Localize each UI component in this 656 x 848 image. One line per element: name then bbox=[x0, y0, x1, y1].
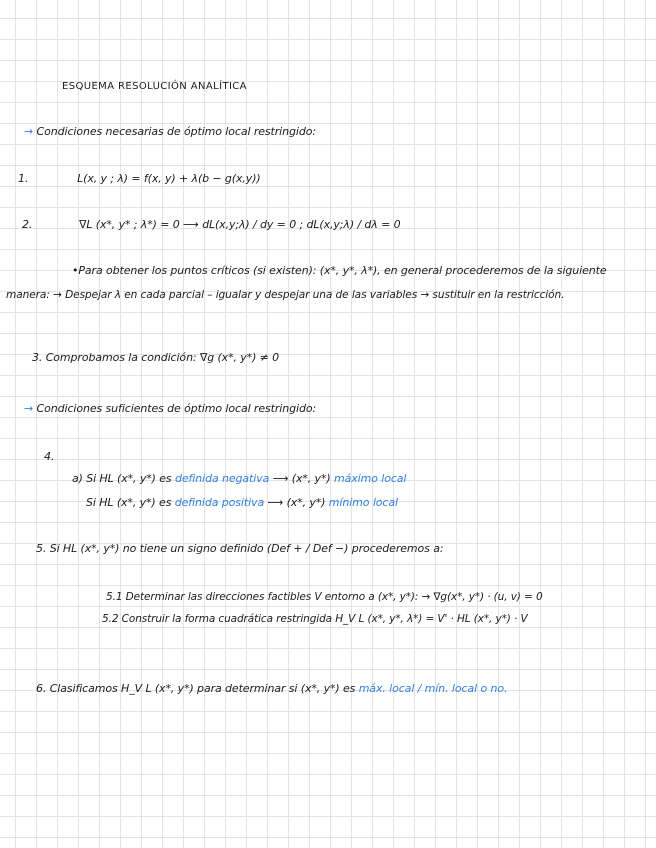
step-4a-negative-definite bbox=[72, 472, 406, 486]
sufficient-conditions-heading bbox=[24, 402, 316, 416]
negative-definite-label: definida negativa bbox=[174, 472, 270, 485]
lagrangian-formula: L(x, y ; λ) = f(x, y) + λ(b − g(x,y)) bbox=[77, 172, 261, 185]
step-6-text: 6. Clasificamos H_V L (x*, y*) para determinar si (x*, y*) es bbox=[36, 682, 356, 695]
local-maximum-label: máximo local bbox=[333, 472, 407, 485]
critical-points-note-line-1: •Para obtener los puntos críticos (si existen): (x*, y*, λ*), en general procederemos de la siguiente bbox=[72, 264, 607, 277]
step-4b-positive-definite bbox=[86, 496, 398, 510]
step-2-number: 2. bbox=[22, 218, 33, 231]
step-5-2-quadratic-form: 5.2 Construir la forma cuadrática restringida H_V L (x*, y*, λ*) = V' · HL (x*, y*) · V bbox=[102, 613, 528, 625]
necessary-conditions-heading bbox=[24, 125, 316, 139]
sufficient-conditions-text: Condiciones suficientes de óptimo local restringido: bbox=[36, 402, 317, 415]
step-1-lagrangian bbox=[18, 172, 261, 186]
page-title: ESQUEMA RESOLUCIÓN ANALÍTICA bbox=[62, 81, 247, 92]
step-5-1-feasible-directions: 5.1 Determinar las direcciones factibles V entorno a (x*, y*): → ∇g(x*, y*) · (u, v) = 0 bbox=[106, 591, 543, 603]
step-3-condition: 3. Comprobamos la condición: ∇g (x*, y*) ≠ 0 bbox=[32, 351, 280, 364]
step-4-number: 4. bbox=[44, 450, 55, 463]
classification-result-label: máx. local / mín. local o no. bbox=[358, 682, 508, 695]
necessary-conditions-text: Condiciones necesarias de óptimo local restringido: bbox=[36, 125, 316, 138]
positive-definite-label: definida positiva bbox=[174, 496, 265, 509]
right-arrow-icon: → bbox=[24, 402, 34, 415]
step-6-classification bbox=[36, 682, 507, 696]
local-minimum-label: mínimo local bbox=[328, 496, 398, 509]
step-4b-prefix: Si HL (x*, y*) es bbox=[86, 496, 172, 509]
right-arrow-icon: → bbox=[24, 125, 34, 138]
critical-points-note-line-2: manera: → Despejar λ en cada parcial – igualar y despejar una de las variables → sustituir en la restricción. bbox=[6, 289, 565, 301]
gradient-formula: ∇L (x*, y* ; λ*) = 0 ⟶ dL(x,y;λ) / dy = 0 ; dL(x,y;λ) / dλ = 0 bbox=[79, 218, 401, 231]
step-5-indefinite: 5. Si HL (x*, y*) no tiene un signo definido (Def + / Def −) procederemos a: bbox=[36, 542, 444, 555]
step-1-number: 1. bbox=[18, 172, 29, 185]
step-4a-implication: ⟶ (x*, y*) bbox=[272, 472, 331, 485]
step-2-gradient bbox=[22, 218, 401, 232]
step-4b-implication: ⟶ (x*, y*) bbox=[267, 496, 326, 509]
step-4a-prefix: a) Si HL (x*, y*) es bbox=[72, 472, 172, 485]
